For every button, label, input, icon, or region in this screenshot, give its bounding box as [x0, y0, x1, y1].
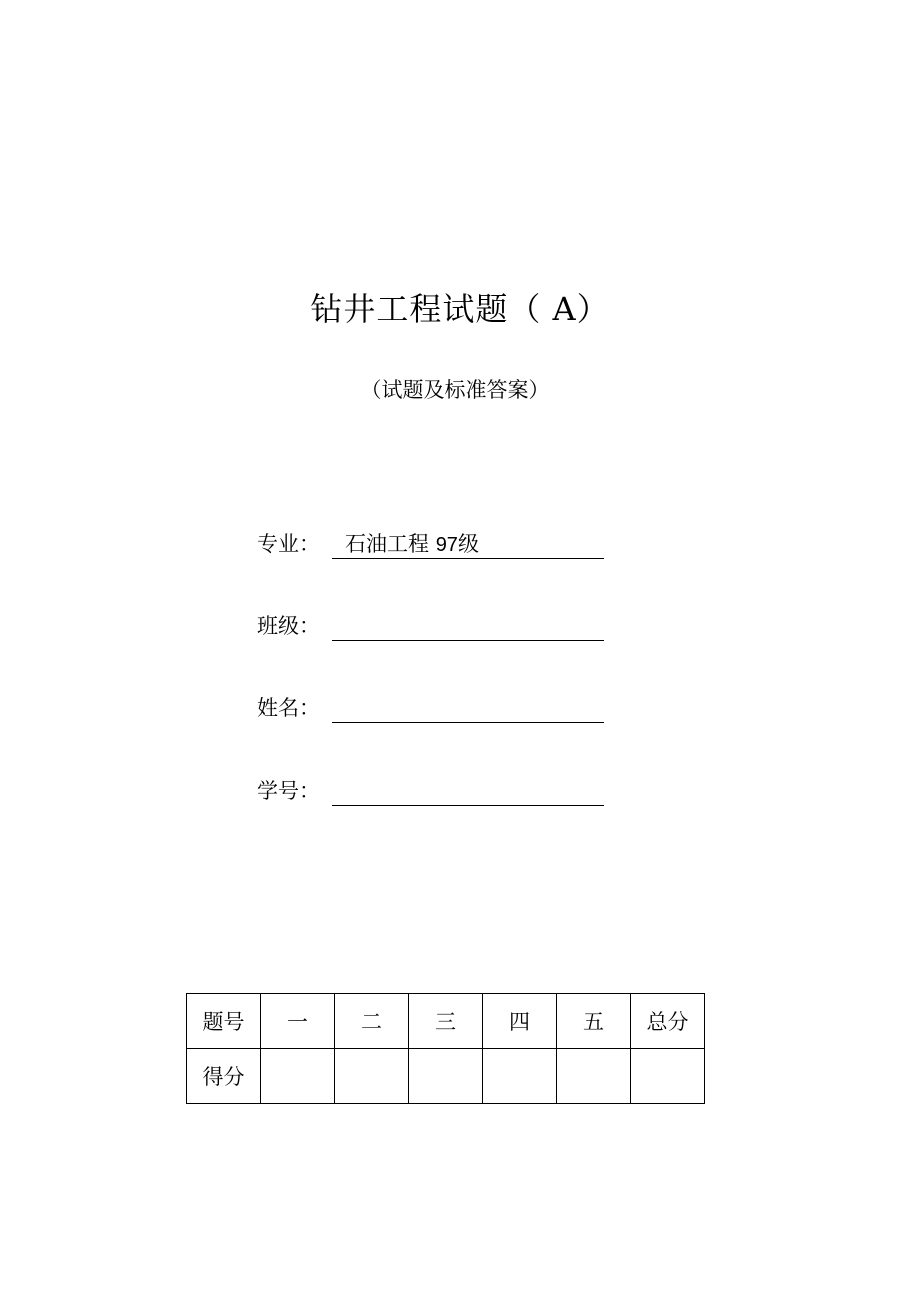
score-table-score-row: [187, 1049, 705, 1104]
header-cell-question-no: 题号: [187, 994, 261, 1049]
major-label: 专业：: [257, 532, 320, 556]
score-cell-q2: [335, 1049, 409, 1104]
header-cell-q5: 五: [557, 994, 631, 1049]
score-cell-total: [631, 1049, 705, 1104]
score-cell-q3: [409, 1049, 483, 1104]
score-cell-q1: [261, 1049, 335, 1104]
exam-subtitle: （试题及标准答案）: [360, 378, 550, 402]
class-label: 班级：: [257, 614, 320, 638]
header-cell-q4: 四: [483, 994, 557, 1049]
header-cell-total: 总分: [631, 994, 705, 1049]
header-cell-q2: 二: [335, 994, 409, 1049]
name-label: 姓名：: [257, 696, 320, 720]
score-table-header-row: [187, 994, 705, 1049]
major-underline: [332, 558, 604, 559]
major-value-suffix: 级: [457, 532, 479, 556]
major-value: [345, 528, 479, 558]
name-underline: [332, 722, 604, 723]
major-value-number: 97: [435, 534, 458, 556]
student-id-label: 学号：: [257, 779, 320, 803]
exam-title: 钻井工程试题（ A）: [310, 290, 610, 328]
student-id-underline: [332, 805, 604, 806]
header-cell-q1: 一: [261, 994, 335, 1049]
score-cell-q4: [483, 1049, 557, 1104]
major-value-text: 石油工程: [345, 532, 429, 556]
score-table: [186, 993, 705, 1104]
class-underline: [332, 640, 604, 641]
score-row-label: 得分: [187, 1049, 261, 1104]
score-cell-q5: [557, 1049, 631, 1104]
header-cell-q3: 三: [409, 994, 483, 1049]
